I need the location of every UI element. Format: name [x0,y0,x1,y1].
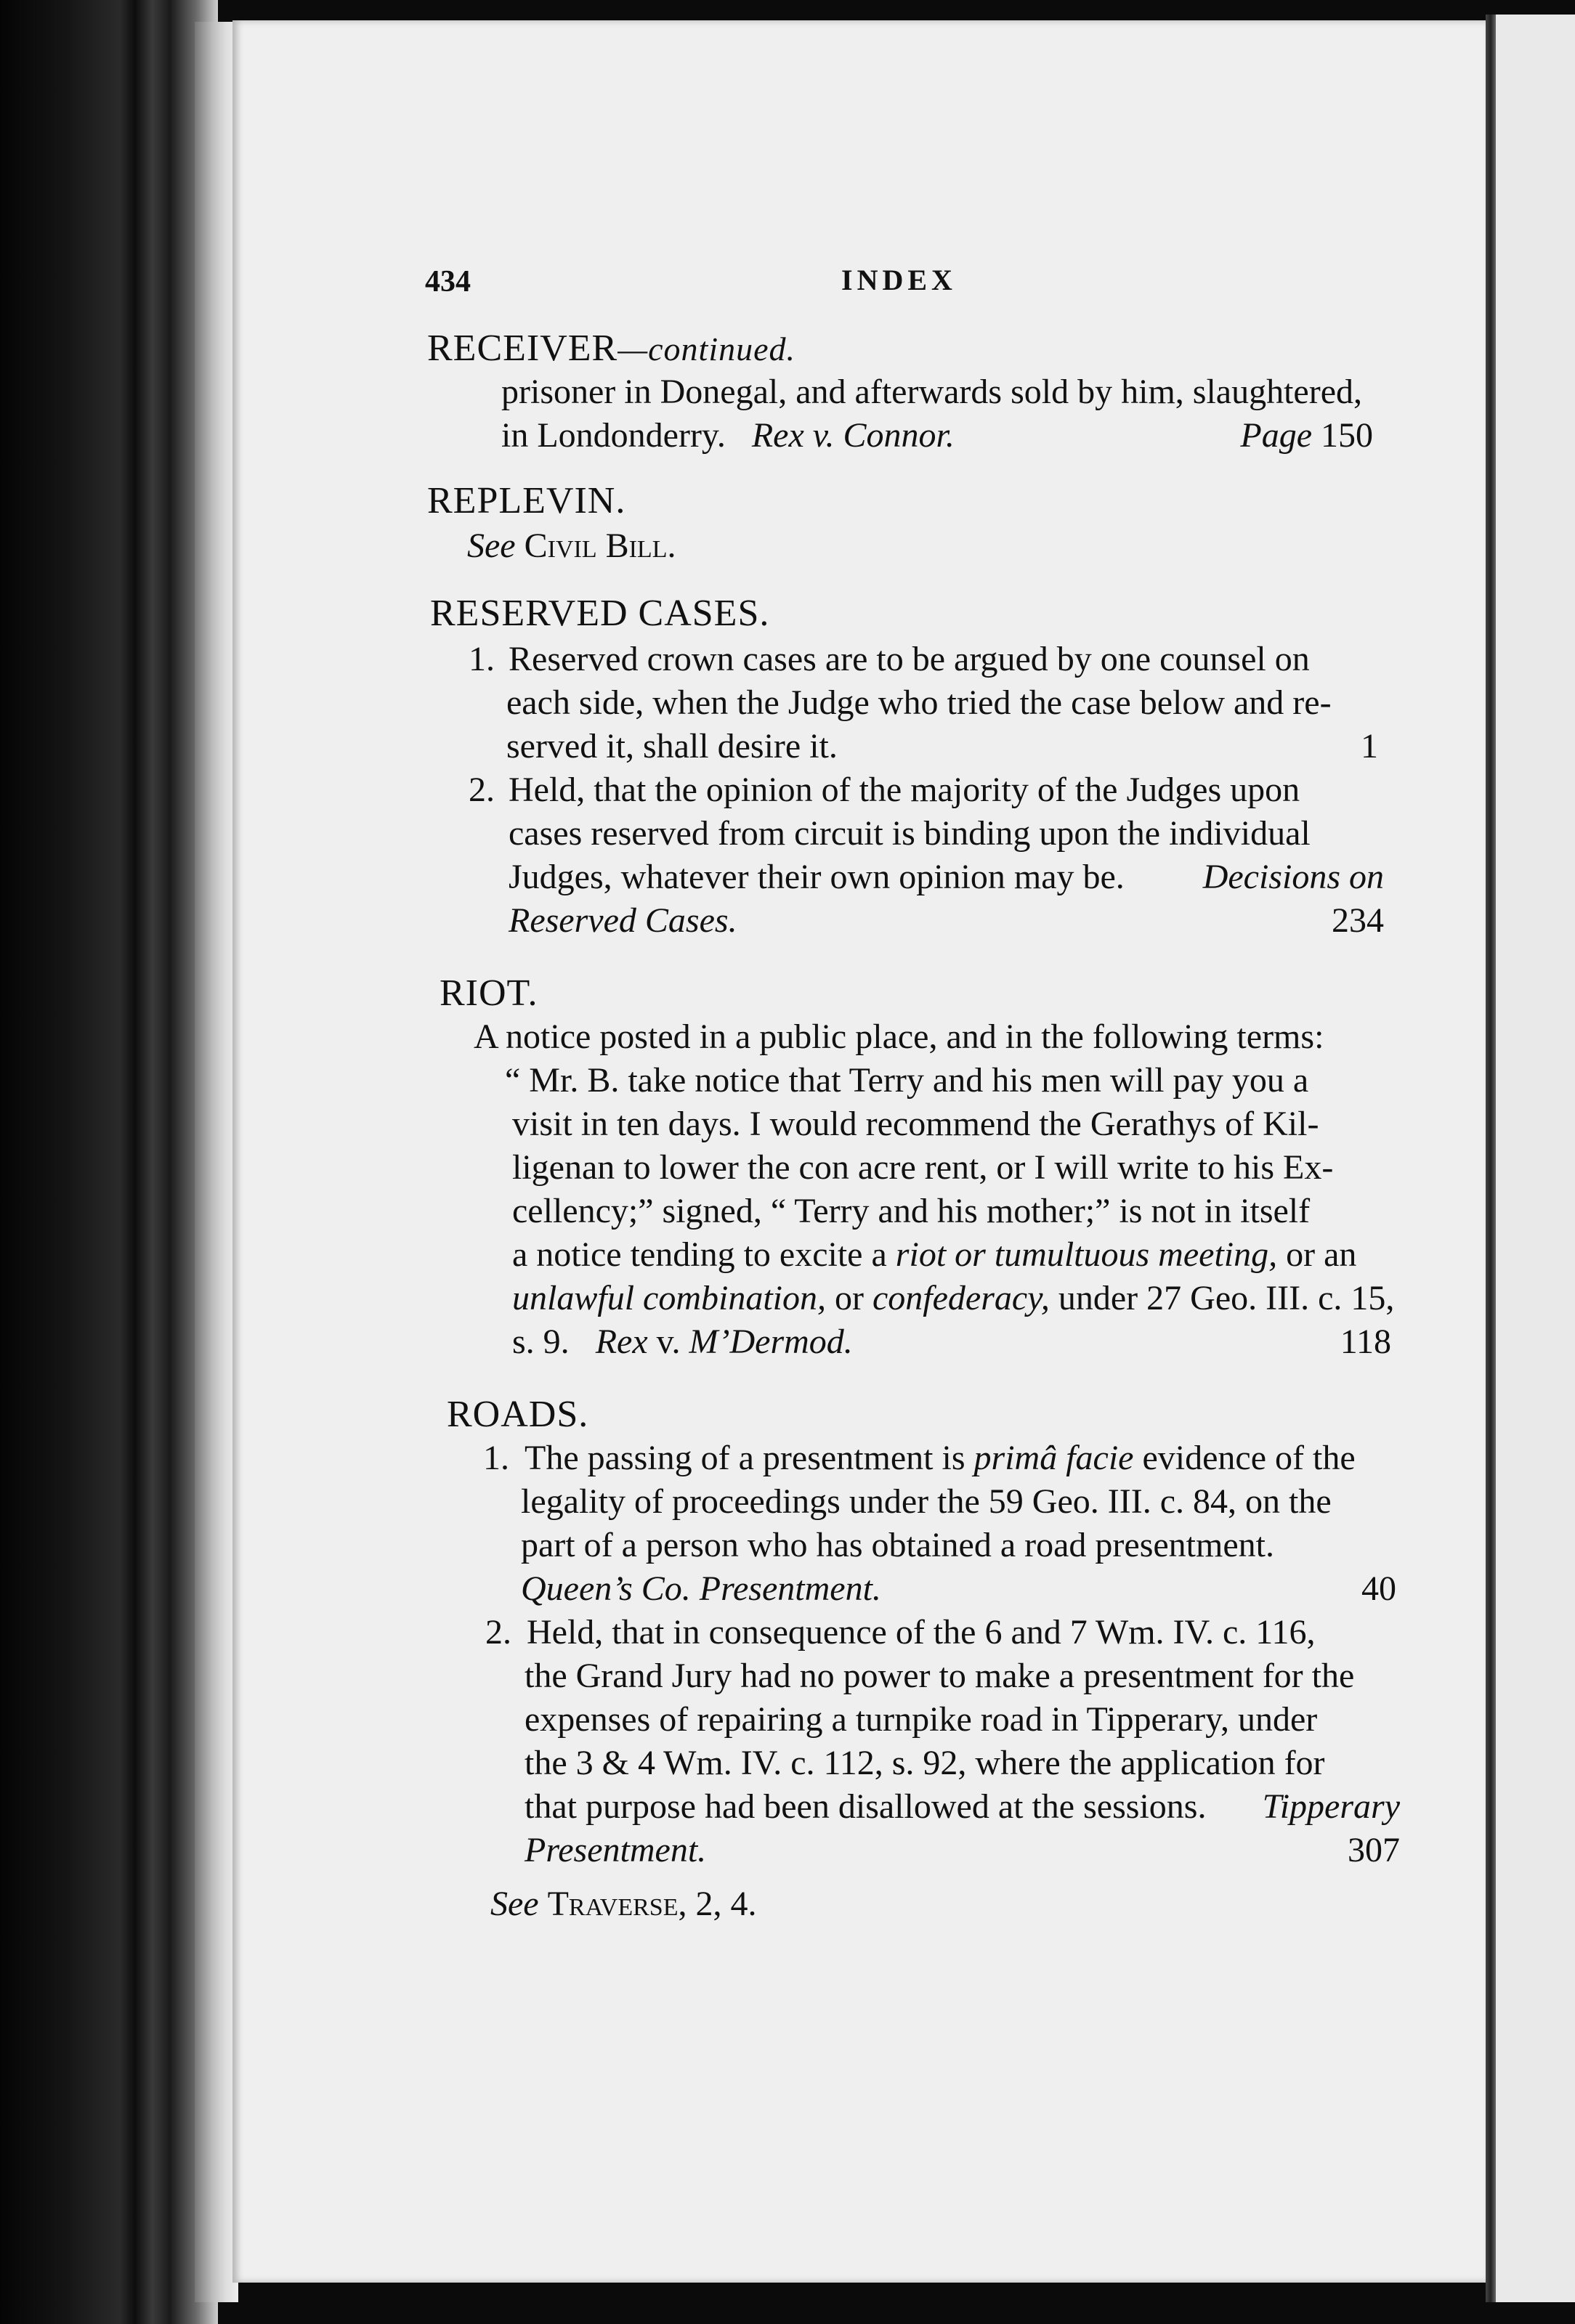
entry-heading-receiver: RECEIVER—continued. [427,328,796,369]
riot-line: “ Mr. B. take notice that Terry and his men will pay you a [505,1061,1309,1100]
receiver-line-2: in Londonderry. Rex v. Connor. Page 150 [501,416,1373,455]
entry-heading-riot: RIOT. [440,972,538,1014]
roads-item-2-line: that purpose had been disallowed at the sessions. Tipperary [525,1787,1400,1826]
receiver-line-1: prisoner in Donegal, and afterwards sold by him, slaughtered, [501,373,1363,411]
reserved-item-2-line: cases reserved from circuit is binding upon the individual [509,814,1311,853]
reserved-item-2-marker: 2. [469,771,495,809]
riot-line: A notice posted in a public place, and in the following terms: [474,1017,1324,1056]
roads-item-1-line: The passing of a presentment is primâ facie evidence of the [525,1439,1356,1477]
roads-item-2-line: expenses of repairing a turnpike road in Tipperary, under [525,1700,1318,1739]
facing-page-edge [1496,15,1575,2302]
riot-line: unlawful combination, or confederacy, under 27 Geo. III. c. 15, [512,1279,1395,1317]
riot-line: ligenan to lower the con acre rent, or I will write to his Ex- [512,1148,1334,1187]
page-edge [195,22,238,2302]
riot-last-line: s. 9. Rex v. M’Dermod. 118 [512,1323,1391,1361]
entry-heading-reserved-cases: RESERVED CASES. [430,593,770,634]
reserved-item-2-line: Held, that the opinion of the majority of the Judges upon [509,771,1300,809]
reserved-item-1-last-line: served it, shall desire it. 1 [506,727,1378,765]
roads-item-1-line: legality of proceedings under the 59 Geo. III. c. 84, on the [521,1482,1332,1521]
entry-heading-replevin: REPLEVIN. [427,480,626,521]
reserved-item-1-line: each side, when the Judge who tried the case below and re- [506,683,1332,722]
roads-item-2-line: Held, that in consequence of the 6 and 7 Wm. IV. c. 116, [527,1613,1316,1651]
right-page-gutter [1486,15,1496,2302]
roads-item-2-line: the 3 & 4 Wm. IV. c. 112, s. 92, where the application for [525,1744,1325,1782]
riot-line: visit in ten days. I would recommend the Gerathys of Kil- [512,1105,1319,1143]
reserved-item-1-line: Reserved crown cases are to be argued by one counsel on [509,640,1310,678]
roads-item-1-line: part of a person who has obtained a road presentment. [521,1526,1274,1564]
roads-item-1-last-line: Queen’s Co. Presentment. 40 [521,1569,1396,1608]
roads-item-2-line: the Grand Jury had no power to make a presentment for the [525,1657,1355,1695]
reserved-item-2-line: Judges, whatever their own opinion may be. Decisions on [509,858,1384,896]
roads-item-2-last-line: Presentment. 307 [525,1831,1400,1869]
roads-cross-reference: See Traverse, 2, 4. [490,1885,757,1923]
running-header: INDEX [841,264,957,296]
roads-item-1-marker: 1. [483,1439,509,1477]
entry-heading-roads: ROADS. [447,1394,589,1435]
book-binding [0,0,218,2324]
riot-line: a notice tending to excite a riot or tumultuous meeting, or an [512,1235,1357,1274]
reserved-item-2-last-line: Reserved Cases. 234 [509,901,1384,940]
replevin-cross-reference: See Civil Bill. [467,527,676,565]
page-number: 434 [425,265,471,298]
reserved-item-1-marker: 1. [469,640,495,678]
roads-item-2-marker: 2. [485,1613,511,1651]
riot-line: cellency;” signed, “ Terry and his mother;” is not in itself [512,1192,1311,1230]
